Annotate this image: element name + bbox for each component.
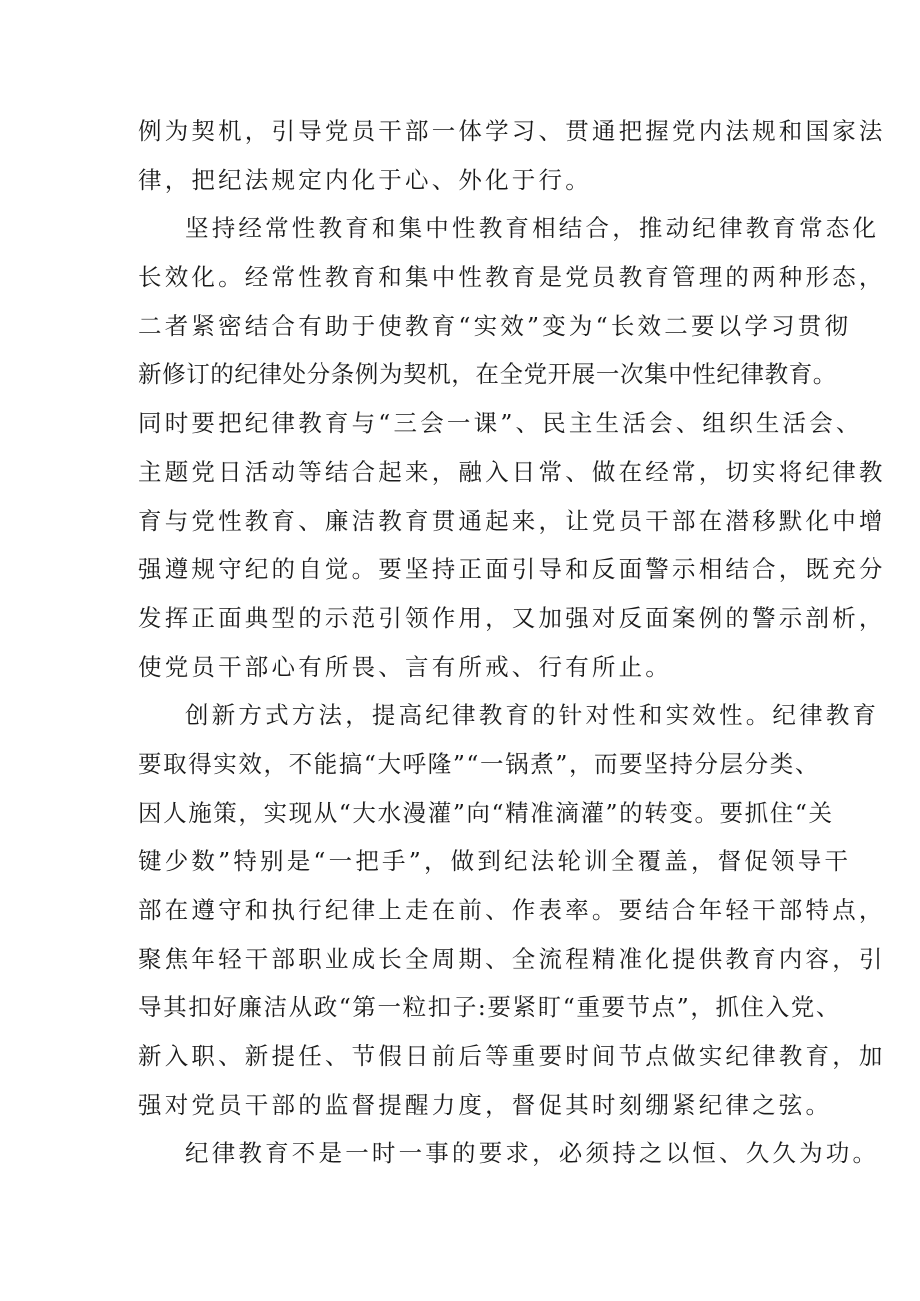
text-line: 使党员干部心有所畏、言有所戒、行有所止。 <box>138 652 672 681</box>
text-line: 强对党员干部的监督提醒力度，督促其时刻绷紧纪律之弦。 <box>138 1090 833 1119</box>
paragraph-start-line: 纪律教育不是一时一事的要求，必须持之以恒、久久为功。 <box>185 1139 880 1168</box>
text-line: 同时要把纪律教育与“三会一课”、民主生活会、组织生活会、 <box>138 409 863 438</box>
paragraph-start-line: 坚持经常性教育和集中性教育相结合，推动纪律教育常态化 <box>185 214 880 243</box>
text-line: 长效化。经常性教育和集中性教育是党员教育管理的两种形态， <box>138 263 886 292</box>
text-line: 发挥正面典型的示范引领作用，又加强对反面案例的警示剖析， <box>138 603 886 632</box>
text-line: 主题党日活动等结合起来，融入日常、做在经常，切实将纪律教 <box>138 457 886 486</box>
text-line: 二者紧密结合有助于使教育“实效”变为“长效二要以学习贯彻 <box>138 311 852 340</box>
text-line: 要取得实效，不能搞“大呼隆”“一锅煮”，而要坚持分层分类、 <box>138 749 820 778</box>
body-text <box>138 107 886 1178</box>
text-line: 键少数”特别是“一把手”，做到纪法轮训全覆盖，督促领导干 <box>138 847 852 876</box>
text-line: 律，把纪法规定内化于心、外化于行。 <box>138 165 592 194</box>
text-line: 强遵规守纪的自觉。要坚持正面引导和反面警示相结合，既充分 <box>138 555 886 584</box>
text-line: 新修订的纪律处分条例为契机，在全党开展一次集中性纪律教育。 <box>138 360 837 389</box>
text-line: 例为契机，引导党员干部一体学习、贯通把握党内法规和国家法 <box>138 117 886 145</box>
text-line: 新入职、新提任、节假日前后等重要时间节点做实纪律教育，加 <box>138 1042 886 1071</box>
text-line: 部在遵守和执行纪律上走在前、作表率。要结合年轻干部特点， <box>138 896 886 924</box>
text-line: 因人施策，实现从“大水漫灌”向“精准滴灌”的转变。要抓住“关 <box>138 798 834 827</box>
text-line: 聚焦年轻干部职业成长全周期、全流程精准化提供教育内容，引 <box>138 944 886 973</box>
paragraph-start-line: 创新方式方法，提高纪律教育的针对性和实效性。纪律教育 <box>185 701 880 730</box>
text-line: 导其扣好廉洁从政“第一粒扣子:要紧盯“重要节点”，抓住入党、 <box>138 993 841 1022</box>
text-line: 育与党性教育、廉洁教育贯通起来，让党员干部在潜移默化中增 <box>138 506 886 535</box>
